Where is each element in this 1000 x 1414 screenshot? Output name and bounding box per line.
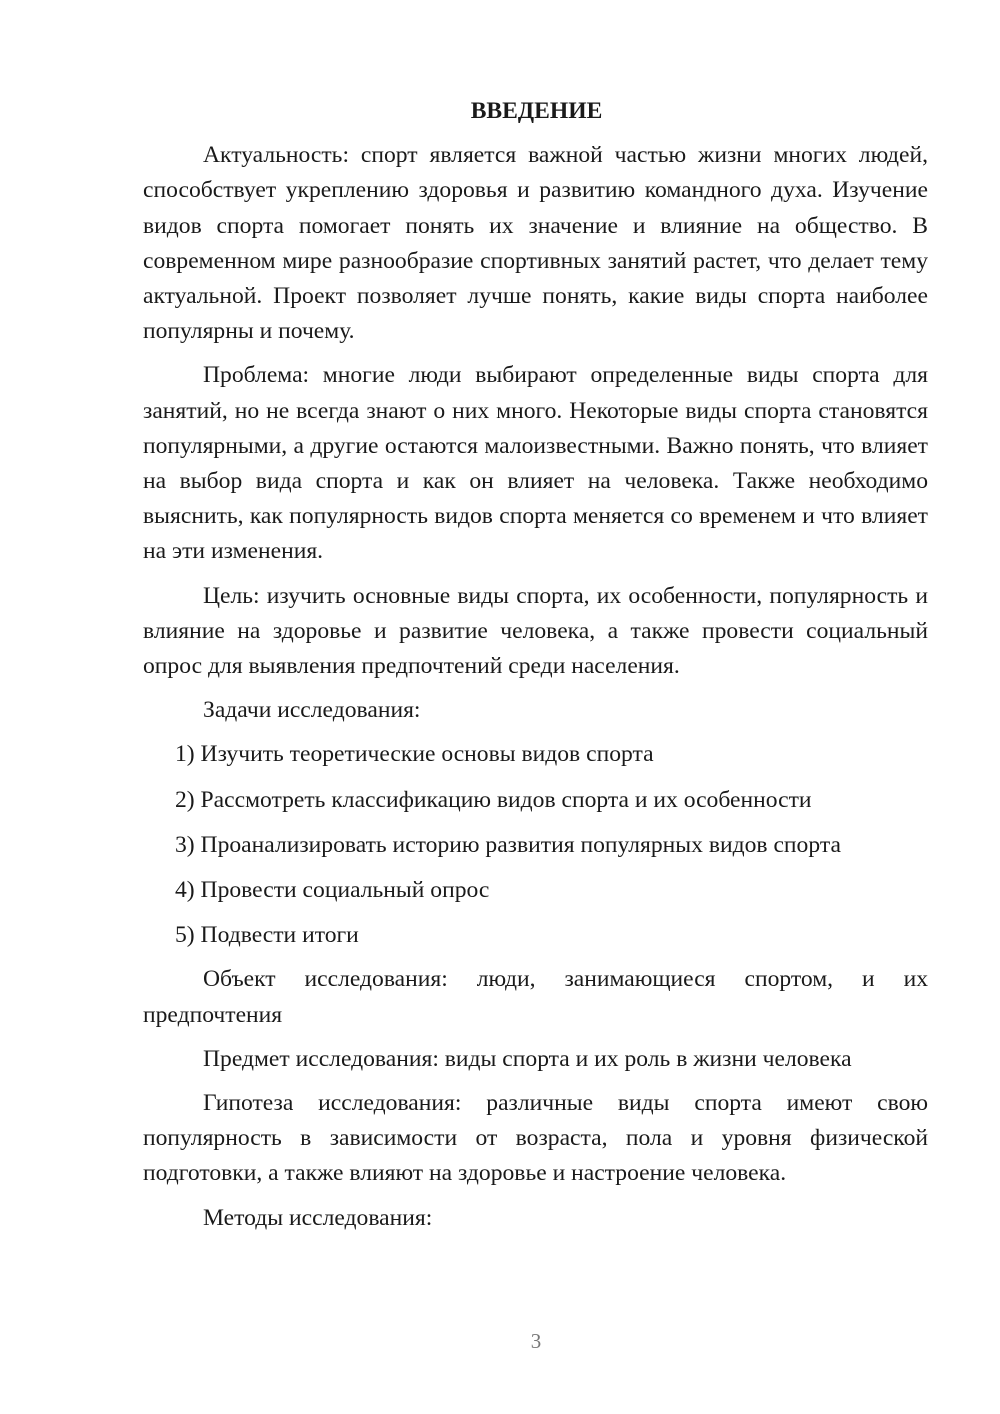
methods-heading: Методы исследования: [203, 1204, 433, 1231]
list-item: 1) Изучить теоретические основы видов спорта [175, 741, 654, 768]
paragraph-subject: Предмет исследования: виды спорта и их роль в жизни человека [203, 1045, 852, 1072]
tasks-heading: Задачи исследования: [203, 697, 421, 724]
paragraph-hypothesis: Гипотеза исследования: различные виды спорта имеют свою популярность в зависимости от возраста, пола и уровня физической подготовки, а также влияют на здоровье и настроение человека. [143, 1090, 928, 1187]
tasks-list [143, 737, 928, 953]
list-item: 4) Провести социальный опрос [175, 877, 490, 904]
list-item: 2) Рассмотреть классификацию видов спорта и их особенности [175, 786, 812, 813]
document-body [143, 94, 928, 1245]
list-item: 3) Проанализировать историю развития популярных видов спорта [175, 831, 841, 858]
paragraph-problem: Проблема: многие люди выбирают определенные виды спорта для занятий, но не всегда знают о них много. Некоторые виды спорта становятся популярными, а другие остаются малоизвестными. Важно понять, что влияет на выбор вида спорта и как он влияет на человека. Также необходимо выяснить, как популярность видов спорта меняется со временем и что влияет на эти изменения. [143, 362, 928, 565]
paragraph-object: Объект исследования: люди, занимающиеся спортом, и их предпочтения [143, 966, 928, 1028]
page-number: 3 [530, 1329, 542, 1353]
list-item: 5) Подвести итоги [175, 922, 359, 949]
page-title: ВВЕДЕНИЕ [470, 98, 603, 124]
paragraph-relevance: Актуальность: спорт является важной частью жизни многих людей, способствует укреплению здоровья и развитию командного духа. Изучение видов спорта помогает понять их значение и влияние на общество. В современном мире разнообразие спортивных занятий растет, что делает тему актуальной. Проект позволяет лучше понять, какие виды спорта наиболее популярны и почему. [143, 142, 928, 345]
paragraph-goal: Цель: изучить основные виды спорта, их особенности, популярность и влияние на здоровье и развитие человека, а также провести социальный опрос для выявления предпочтений среди населения. [143, 582, 928, 680]
